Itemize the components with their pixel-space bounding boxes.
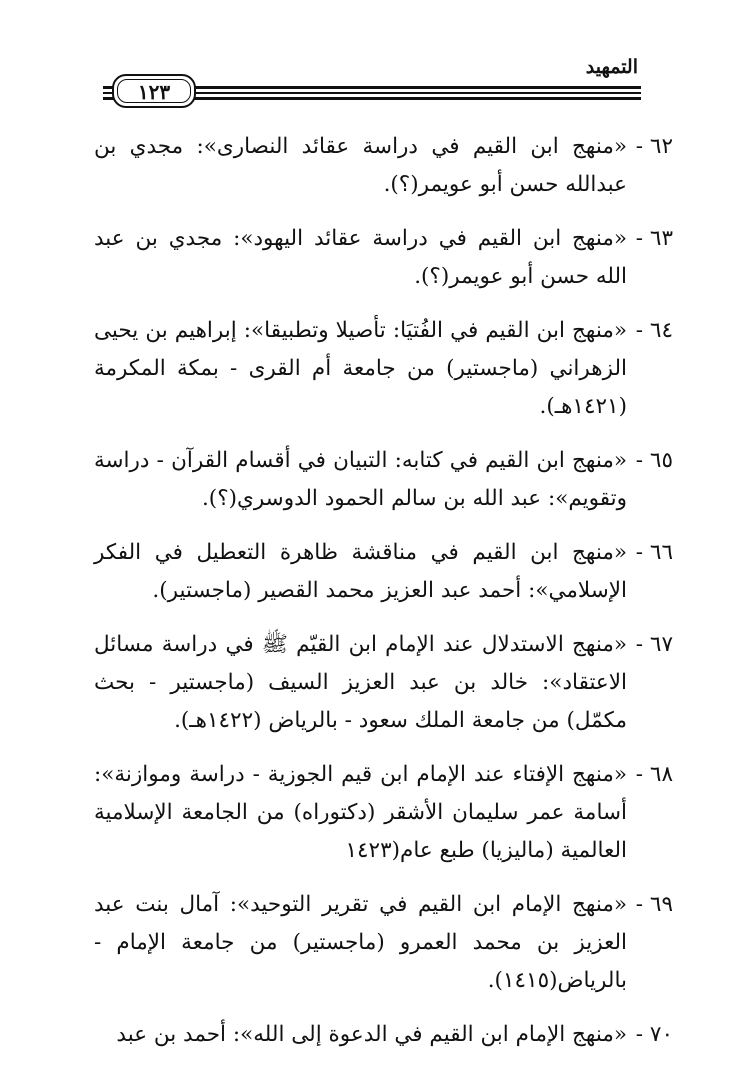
- entry-number: ٦٩ -: [635, 892, 673, 917]
- list-item: [94, 220, 673, 296]
- entry-number: ٦٤ -: [635, 318, 673, 343]
- list-item: [94, 756, 673, 870]
- page-number-frame: [112, 74, 196, 108]
- list-item: [94, 1016, 673, 1054]
- entry-number: ٦٧ -: [635, 632, 673, 657]
- page-number: ١٢٣: [137, 80, 171, 104]
- list-item: [94, 128, 673, 204]
- entry-text: «منهج ابن القيم في دراسة عقائد النصارى»: مجدي بن عبدالله حسن أبو عويمر(؟).: [94, 134, 627, 197]
- entry-number: ٦٢ -: [635, 134, 673, 159]
- entry-text: «منهج الإمام ابن القيم في تقرير التوحيد»: آمال بنت عبد العزيز بن محمد العمرو (ماجستير) من جامعة الإمام - بالرياض(١٤١٥).: [94, 892, 627, 993]
- entry-number: ٦٥ -: [635, 448, 673, 473]
- entry-number: ٦٣ -: [635, 226, 673, 251]
- list-item: [94, 534, 673, 610]
- list-item: [94, 626, 673, 740]
- bibliography-list: [94, 128, 673, 1070]
- entry-text: «منهج ابن القيم في كتابه: التبيان في أقسام القرآن - دراسة وتقويم»: عبد الله بن سالم الحمود الدوسري(؟).: [94, 448, 627, 511]
- entry-text: «منهج ابن القيم في مناقشة ظاهرة التعطيل في الفكر الإسلامي»: أحمد عبد العزيز محمد القصير (ماجستير).: [94, 540, 627, 603]
- entry-text: «منهج ابن القيم في دراسة عقائد اليهود»: مجدي بن عبد الله حسن أبو عويمر(؟).: [94, 226, 627, 289]
- list-item: [94, 886, 673, 1000]
- entry-number: ٦٦ -: [635, 540, 673, 565]
- entry-text: «منهج الإفتاء عند الإمام ابن قيم الجوزية - دراسة وموازنة»: أسامة عمر سليمان الأشقر (دكتوراه) من الجامعة الإسلامية العالمية (ماليزيا) طبع عام(١٤٢٣: [94, 762, 627, 863]
- entry-text: «منهج ابن القيم في الفُتيَا: تأصيلا وتطبيقا»: إبراهيم بن يحيى الزهراني (ماجستير) من جامعة أم القرى - بمكة المكرمة (١٤٢١هـ).: [94, 318, 627, 419]
- list-item: [94, 312, 673, 426]
- entry-text: «منهج الاستدلال عند الإمام ابن القيّم ﷺ في دراسة مسائل الاعتقاد»: خالد بن عبد العزيز السيف (ماجستير - بحث مكمّل) من جامعة الملك سعود - بالرياض (١٤٢٢هـ).: [94, 632, 627, 733]
- entry-text: «منهج الإمام ابن القيم في الدعوة إلى الله»: أحمد بن عبد: [116, 1022, 627, 1047]
- running-head: التمهيد: [585, 56, 638, 78]
- list-item: [94, 442, 673, 518]
- entry-number: ٧٠ -: [635, 1022, 673, 1047]
- entry-number: ٦٨ -: [635, 762, 673, 787]
